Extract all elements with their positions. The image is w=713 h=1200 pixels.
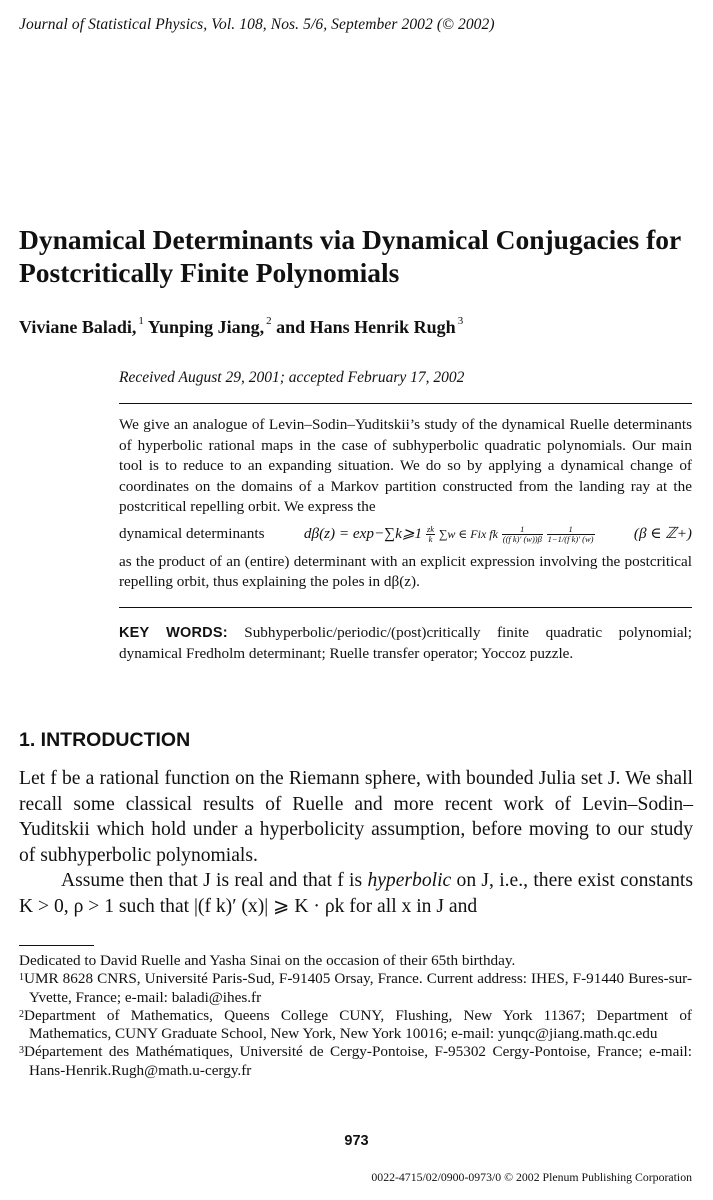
footnote-text: Département des Mathématiques, Université de Cergy-Pontoise, F-95302 Cergy-Pontoise, France; e-mail: Hans-Henrik.Rugh@math.u-cergy.fr — [24, 1043, 692, 1079]
copyright-line: 0022-4715/02/0900-0973/0 © 2002 Plenum Publishing Corporation — [371, 1170, 692, 1184]
formula-sum: ∑w ∈ Fix fk — [438, 527, 498, 542]
formula-fraction-zk: $\frac{zk}{k}$ — [426, 524, 435, 545]
author-name: Yunping Jiang, — [147, 317, 265, 337]
keywords — [119, 623, 692, 664]
section-heading: 1. INTRODUCTION — [19, 729, 191, 751]
received-dates: Received August 29, 2001; accepted February 17, 2002 — [119, 369, 465, 386]
abstract-top-rule — [119, 403, 692, 404]
footnote-text: UMR 8628 CNRS, Université Paris-Sud, F-91405 Orsay, France. Current address: IHES, F-91440 Bures-sur-Yvette, France; e-mail: baladi@ihes.fr — [24, 970, 692, 1006]
footnotes — [19, 952, 692, 1080]
formula-lead-text: dynamical determinants — [119, 525, 265, 543]
dedication: Dedicated to David Ruelle and Yasha Sinai on the occasion of their 65th birthday. — [19, 952, 516, 969]
footnote-mark: 2 — [19, 1008, 24, 1020]
emphasis-hyperbolic: hyperbolic — [367, 870, 452, 891]
footnote-rule — [19, 945, 94, 946]
body-text — [19, 766, 693, 919]
paper-title: Dynamical Determinants via Dynamical Conjugacies for Postcritically Finite Polynomials — [19, 224, 681, 288]
formula-condition: (β ∈ ℤ+) — [633, 525, 692, 543]
keywords-label: KEY WORDS: — [119, 625, 228, 641]
abstract-text-continued: as the product of an (entire) determinant with an explicit expression involving the postcritical repelling orbit, thus explaining the poles in dβ(z). — [119, 552, 692, 590]
author-name: Hans Henrik Rugh — [309, 317, 456, 337]
keywords-text: Subhyperbolic/periodic/(post)critically finite quadratic polynomial; dynamical Fredholm determinant; Ruelle transfer operator; Yoccoz puzzle. — [119, 624, 692, 662]
body-paragraph: Assume then that J is real and that f is hyperbolic on J, i.e., there exist constants K > 0, ρ > 1 such that |(f k)′ (x)| ⩾ K · ρk for all x in J and — [19, 870, 693, 917]
author-list — [19, 317, 463, 338]
journal-header: Journal of Statistical Physics, Vol. 108, Nos. 5/6, September 2002 (© 2002) — [19, 16, 495, 33]
abstract — [119, 415, 692, 593]
footnote-mark: 1 — [19, 972, 24, 984]
dynamical-determinant-formula — [304, 524, 595, 545]
body-paragraph: Let f be a rational function on the Riemann sphere, with bounded Julia set J. We shall recall some classical results of Ruelle and more recent work of Levin–Sodin–Yuditskii which hold under a hyperbolicity assumption, before moving to our study of subhyperbolic polynomials. — [19, 768, 693, 866]
author-affiliation-mark: 1 — [138, 315, 144, 327]
author-affiliation-mark: 3 — [457, 315, 464, 327]
footnote — [19, 1043, 692, 1080]
formula-head: dβ(z) = exp−∑k⩾1 — [303, 525, 423, 543]
author-affiliation-mark: 2 — [266, 315, 272, 327]
formula-fraction-correction: $\frac{1}{\text{1−1/(f k)′ (w)}}$ — [547, 524, 594, 545]
abstract-formula-line — [119, 518, 692, 552]
author-name: Viviane Baladi, — [19, 317, 137, 337]
footnote-text: Department of Mathematics, Queens College CUNY, Flushing, New York 11367; Department of Mathematics, CUNY Graduate School, New York, New York 10016; e-mail: yunqc@jiang.math.qc.edu — [24, 1006, 692, 1043]
footnote-mark: 3 — [19, 1045, 24, 1057]
abstract-text: We give an analogue of Levin–Sodin–Yuditskii’s study of the dynamical Ruelle determinants of hyperbolic rational maps in the case of subhyperbolic quadratic polynomials. Our main tool is to reduce to an expanding situation. We do so by applying a dynamical change of coordinates on the domains of a Markov partition constructed from the landing ray at the postcritical repelling orbit. We express the — [119, 416, 692, 515]
author-separator: and — [271, 317, 310, 337]
page-number: 973 — [344, 1133, 369, 1149]
footnote — [19, 970, 692, 1007]
abstract-bottom-rule — [119, 607, 692, 608]
footnote — [19, 1007, 692, 1044]
formula-fraction-derivative: $\frac{1}{\text{((f k)′ (w))β}}$ — [502, 524, 542, 545]
